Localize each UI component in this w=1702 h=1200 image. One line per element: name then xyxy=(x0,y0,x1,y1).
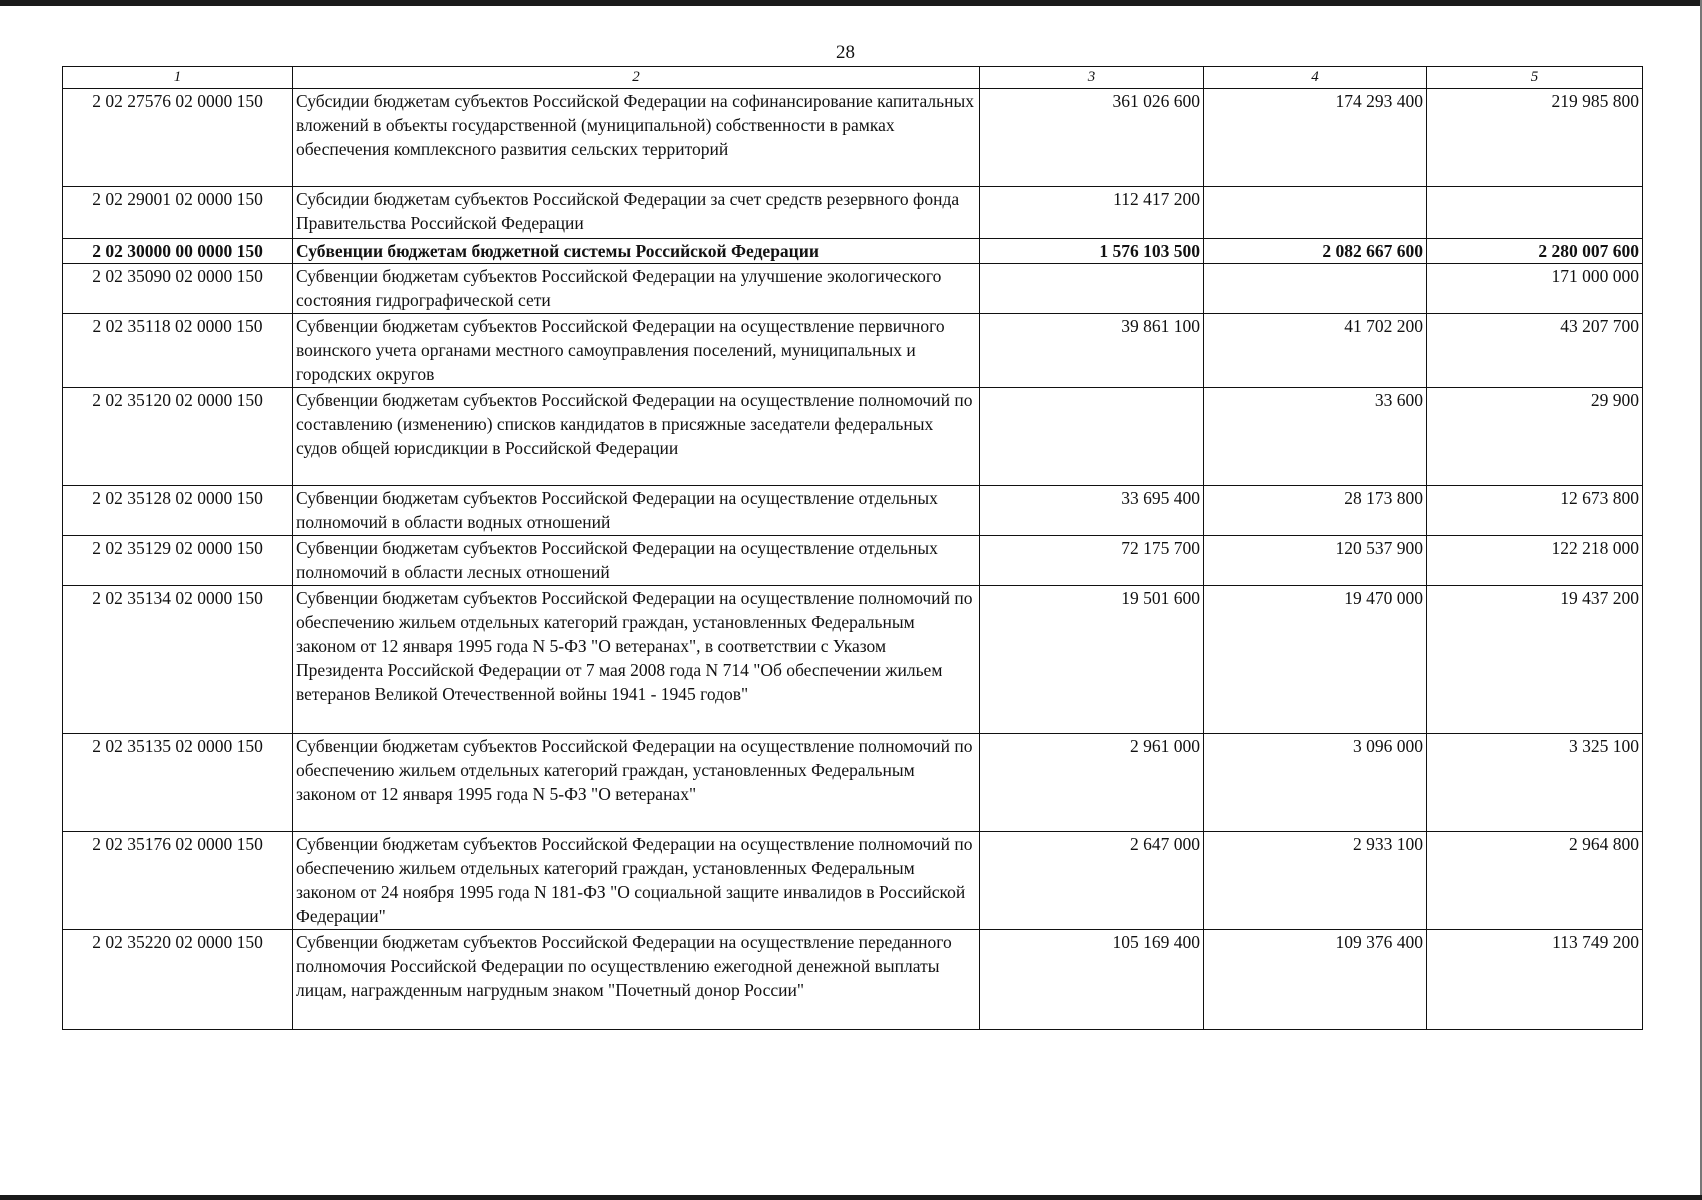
row-value-col3 xyxy=(980,388,1204,486)
row-value-col4: 174 293 400 xyxy=(1204,89,1427,187)
row-value-col5: 171 000 000 xyxy=(1427,264,1643,314)
row-description: Субвенции бюджетам субъектов Российской Федерации на осуществление первичного воинского учета органами местного самоуправления поселений, муниципальных и городских округов xyxy=(293,314,980,388)
row-value-col5: 2 964 800 xyxy=(1427,832,1643,930)
row-value-col3: 33 695 400 xyxy=(980,486,1204,536)
table-row xyxy=(63,586,1643,734)
row-code: 2 02 29001 02 0000 150 xyxy=(63,187,293,239)
row-value-col4: 2 082 667 600 xyxy=(1204,239,1427,264)
row-value-col4: 2 933 100 xyxy=(1204,832,1427,930)
row-value-col3: 72 175 700 xyxy=(980,536,1204,586)
row-value-col4 xyxy=(1204,264,1427,314)
table-row xyxy=(63,89,1643,187)
row-code: 2 02 35134 02 0000 150 xyxy=(63,586,293,734)
row-code: 2 02 35090 02 0000 150 xyxy=(63,264,293,314)
row-code: 2 02 30000 00 0000 150 xyxy=(63,239,293,264)
row-value-col3: 112 417 200 xyxy=(980,187,1204,239)
column-header-4: 4 xyxy=(1204,67,1427,89)
row-code: 2 02 35176 02 0000 150 xyxy=(63,832,293,930)
row-code: 2 02 35220 02 0000 150 xyxy=(63,930,293,1030)
row-code: 2 02 35118 02 0000 150 xyxy=(63,314,293,388)
row-value-col3: 19 501 600 xyxy=(980,586,1204,734)
row-code: 2 02 27576 02 0000 150 xyxy=(63,89,293,187)
row-code: 2 02 35128 02 0000 150 xyxy=(63,486,293,536)
row-description: Субвенции бюджетам бюджетной системы Российской Федерации xyxy=(293,239,980,264)
row-code: 2 02 35129 02 0000 150 xyxy=(63,536,293,586)
row-value-col5: 43 207 700 xyxy=(1427,314,1643,388)
row-description: Субвенции бюджетам субъектов Российской Федерации на осуществление отдельных полномочий в области лесных отношений xyxy=(293,536,980,586)
table-row xyxy=(63,486,1643,536)
column-header-5: 5 xyxy=(1427,67,1643,89)
row-value-col4: 19 470 000 xyxy=(1204,586,1427,734)
row-value-col5: 122 218 000 xyxy=(1427,536,1643,586)
scan-edge-top xyxy=(0,0,1702,6)
row-value-col5: 3 325 100 xyxy=(1427,734,1643,832)
row-description: Субвенции бюджетам субъектов Российской Федерации на осуществление отдельных полномочий в области водных отношений xyxy=(293,486,980,536)
row-description: Субвенции бюджетам субъектов Российской Федерации на улучшение экологического состояния гидрографической сети xyxy=(293,264,980,314)
table-row xyxy=(63,187,1643,239)
row-value-col5 xyxy=(1427,187,1643,239)
row-value-col4: 33 600 xyxy=(1204,388,1427,486)
row-value-col3: 1 576 103 500 xyxy=(980,239,1204,264)
row-code: 2 02 35120 02 0000 150 xyxy=(63,388,293,486)
row-code: 2 02 35135 02 0000 150 xyxy=(63,734,293,832)
table-row xyxy=(63,832,1643,930)
row-value-col3: 361 026 600 xyxy=(980,89,1204,187)
row-value-col5: 2 280 007 600 xyxy=(1427,239,1643,264)
table-row xyxy=(63,264,1643,314)
row-description: Субвенции бюджетам субъектов Российской Федерации на осуществление полномочий по обеспечению жильем отдельных категорий граждан, установленных Федеральным законом от 24 ноября 1995 года N 181-ФЗ "О социальной защите инвалидов в Российской Федерации" xyxy=(293,832,980,930)
row-value-col4 xyxy=(1204,187,1427,239)
row-value-col4: 109 376 400 xyxy=(1204,930,1427,1030)
table-row xyxy=(63,734,1643,832)
page-number: 28 xyxy=(836,42,855,63)
column-header-2: 2 xyxy=(293,67,980,89)
row-value-col3: 39 861 100 xyxy=(980,314,1204,388)
table-row xyxy=(63,536,1643,586)
row-description: Субвенции бюджетам субъектов Российской Федерации на осуществление полномочий по обеспечению жильем отдельных категорий граждан, установленных Федеральным законом от 12 января 1995 года N 5-ФЗ "О ветеранах" xyxy=(293,734,980,832)
row-value-col5: 19 437 200 xyxy=(1427,586,1643,734)
row-value-col4: 120 537 900 xyxy=(1204,536,1427,586)
table-row xyxy=(63,930,1643,1030)
row-value-col3: 2 647 000 xyxy=(980,832,1204,930)
row-description: Субсидии бюджетам субъектов Российской Федерации за счет средств резервного фонда Правительства Российской Федерации xyxy=(293,187,980,239)
scan-edge-bottom xyxy=(0,1195,1702,1200)
row-value-col4: 28 173 800 xyxy=(1204,486,1427,536)
row-value-col3 xyxy=(980,264,1204,314)
row-description: Субвенции бюджетам субъектов Российской Федерации на осуществление полномочий по составлению (изменению) списков кандидатов в присяжные заседатели федеральных судов общей юрисдикции в Российской Федерации xyxy=(293,388,980,486)
row-value-col5: 113 749 200 xyxy=(1427,930,1643,1030)
row-value-col5: 29 900 xyxy=(1427,388,1643,486)
header-row xyxy=(63,67,1643,89)
column-header-1: 1 xyxy=(63,67,293,89)
row-value-col3: 2 961 000 xyxy=(980,734,1204,832)
table-row xyxy=(63,314,1643,388)
column-header-3: 3 xyxy=(980,67,1204,89)
row-description: Субвенции бюджетам субъектов Российской Федерации на осуществление переданного полномочия Российской Федерации по осуществлению ежегодной денежной выплаты лицам, награжденным нагрудным знаком "Почетный донор России" xyxy=(293,930,980,1030)
row-value-col5: 12 673 800 xyxy=(1427,486,1643,536)
table-row-total xyxy=(63,239,1643,264)
row-value-col3: 105 169 400 xyxy=(980,930,1204,1030)
row-value-col5: 219 985 800 xyxy=(1427,89,1643,187)
row-description: Субсидии бюджетам субъектов Российской Федерации на софинансирование капитальных вложений в объекты государственной (муниципальной) собственности в рамках обеспечения комплексного развития сельских территорий xyxy=(293,89,980,187)
row-description: Субвенции бюджетам субъектов Российской Федерации на осуществление полномочий по обеспечению жильем отдельных категорий граждан, установленных Федеральным законом от 12 января 1995 года N 5-ФЗ "О ветеранах", в соответствии с Указом Президента Российской Федерации от 7 мая 2008 года N 714 "Об обеспечении жильем ветеранов Великой Отечественной войны 1941 - 1945 годов" xyxy=(293,586,980,734)
budget-table xyxy=(62,66,1643,1030)
row-value-col4: 41 702 200 xyxy=(1204,314,1427,388)
row-value-col4: 3 096 000 xyxy=(1204,734,1427,832)
table-row xyxy=(63,388,1643,486)
